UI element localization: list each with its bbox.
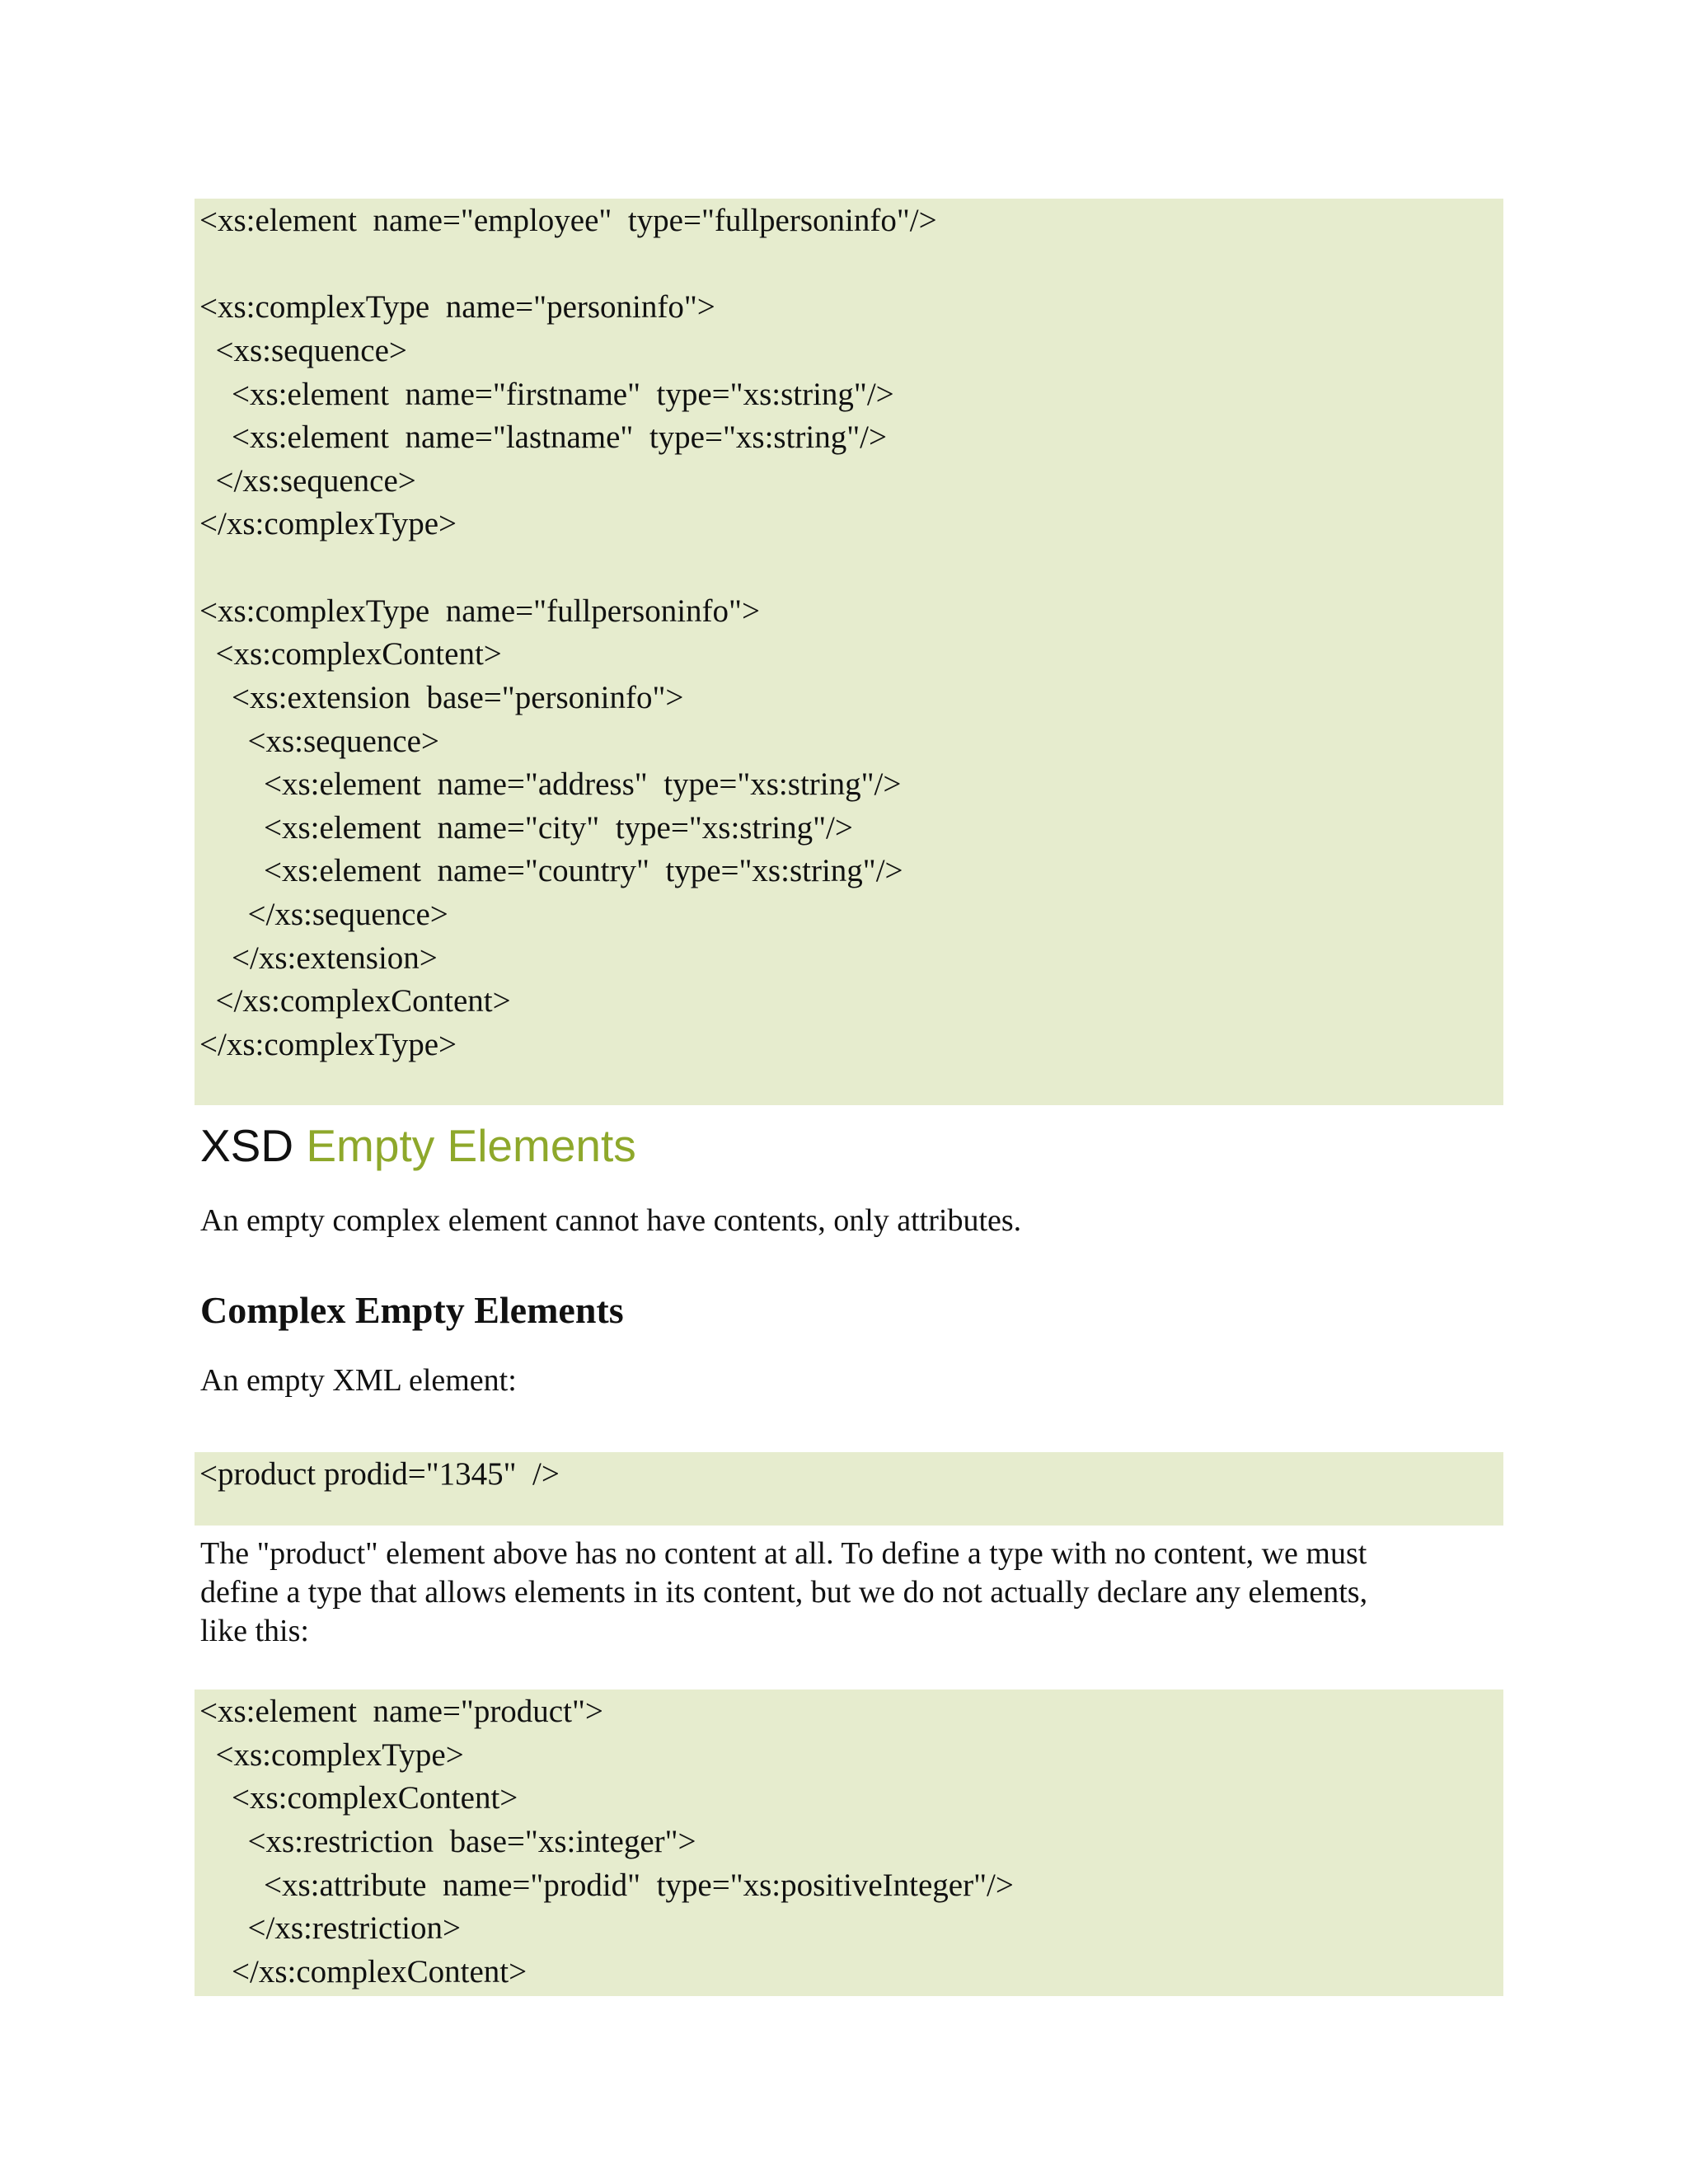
code-line: <xs:complexType> <box>199 1737 464 1773</box>
paragraph-line: define a type that allows elements in its content, but we do not actually declare any elements, <box>200 1575 1368 1610</box>
paragraph-line: The "product" element above has no content at all. To define a type with no content, we must <box>200 1536 1367 1571</box>
code-line: </xs:extension> <box>199 940 438 976</box>
code-line: <xs:element name="city" type="xs:string"/> <box>199 810 853 846</box>
code-block-person-info <box>195 199 1503 1105</box>
code-line: <xs:sequence> <box>199 724 439 759</box>
heading-prefix: XSD <box>200 1120 294 1171</box>
code-line: </xs:sequence> <box>199 897 448 932</box>
code-line: </xs:complexContent> <box>199 983 511 1019</box>
code-line: <xs:element name="address" type="xs:string"/> <box>199 766 902 802</box>
code-line: <product prodid="1345" /> <box>199 1456 560 1492</box>
subheading: Complex Empty Elements <box>200 1289 624 1331</box>
code-line: </xs:sequence> <box>199 463 416 499</box>
code-line: <xs:element name="lastname" type="xs:string"/> <box>199 419 888 455</box>
code-line: <xs:element name="employee" type="fullpersoninfo"/> <box>199 203 937 238</box>
paragraph-line: like this: <box>200 1614 309 1648</box>
code-line: <xs:complexType name="fullpersoninfo"> <box>199 593 760 629</box>
code-line: <xs:complexType name="personinfo"> <box>199 289 715 325</box>
code-line: </xs:complexType> <box>199 506 457 541</box>
code-line: </xs:restriction> <box>199 1910 461 1946</box>
explanation-paragraph <box>200 1535 1437 1651</box>
code-line: <xs:element name="firstname" type="xs:string"/> <box>199 377 894 412</box>
code-block-product-xml <box>195 1452 1503 1526</box>
code-line: <xs:extension base="personinfo"> <box>199 680 684 715</box>
code-block-product-schema <box>195 1690 1503 1996</box>
code-line: <xs:complexContent> <box>199 636 502 672</box>
intro-paragraph: An empty complex element cannot have contents, only attributes. <box>200 1203 1022 1238</box>
code-line: <xs:complexContent> <box>199 1780 518 1816</box>
section-heading <box>200 1113 636 1179</box>
example-label: An empty XML element: <box>200 1363 517 1398</box>
code-line: <xs:restriction base="xs:integer"> <box>199 1824 696 1859</box>
code-line: </xs:complexContent> <box>199 1954 528 1990</box>
code-line: <xs:element name="country" type="xs:string"/> <box>199 853 903 888</box>
code-line: </xs:complexType> <box>199 1027 457 1062</box>
code-line: <xs:sequence> <box>199 333 407 368</box>
code-line: <xs:element name="product"> <box>199 1694 603 1729</box>
heading-accent: Empty Elements <box>306 1120 636 1171</box>
code-line: <xs:attribute name="prodid" type="xs:positiveInteger"/> <box>199 1868 1014 1903</box>
